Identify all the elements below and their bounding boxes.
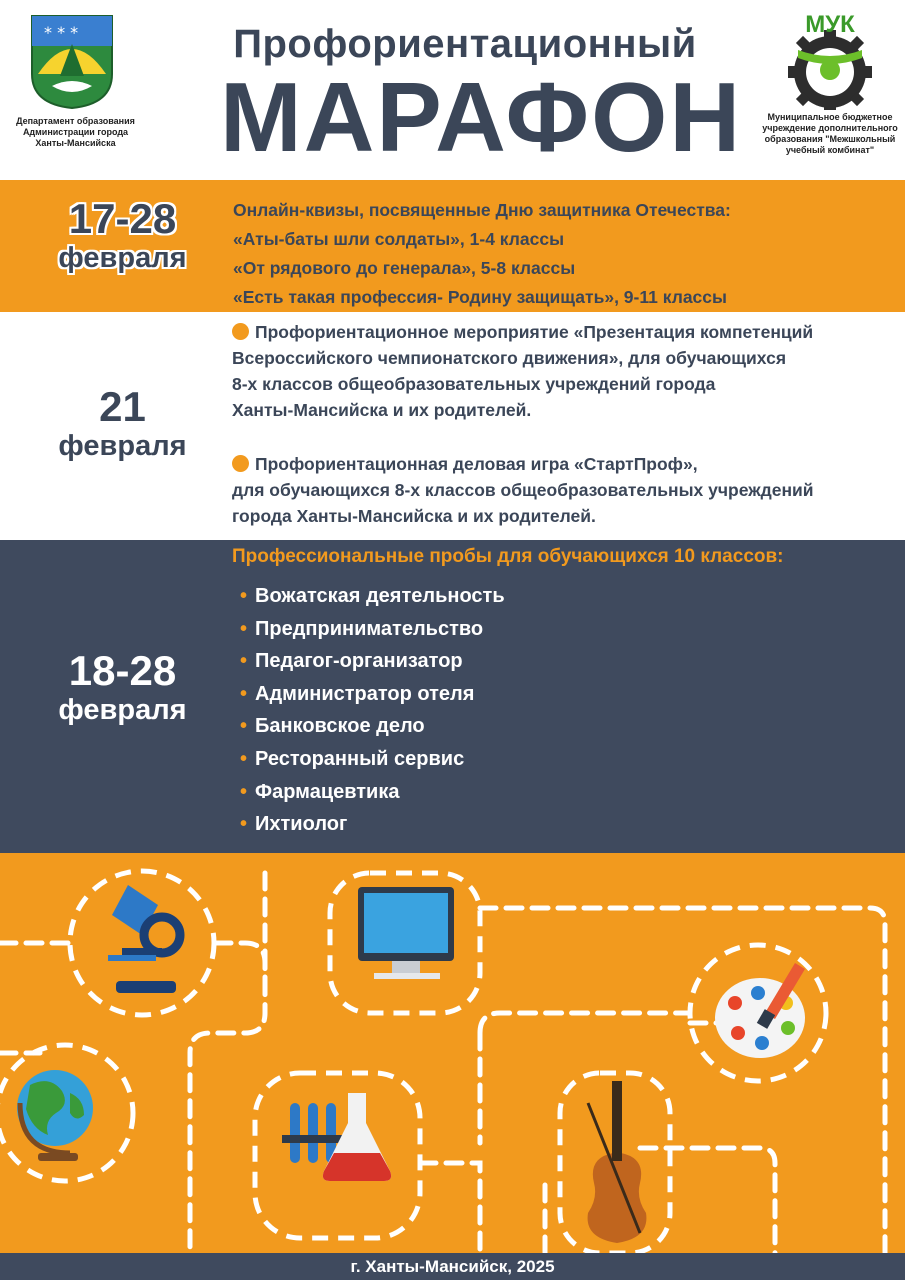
- section3-heading: Профессиональные пробы для обучающихся 10 классов:: [232, 546, 784, 567]
- lab-flask-icon: [282, 1093, 391, 1181]
- profession-list: [240, 580, 505, 841]
- career-illustration: [0, 853, 905, 1253]
- section3-date-month: февраля: [58, 694, 187, 726]
- section2-date: [40, 384, 205, 462]
- list-item: • Ресторанный сервис: [240, 747, 465, 770]
- footer: г. Ханты-Мансийск, 2025: [0, 1253, 905, 1280]
- monitor-icon: [358, 887, 454, 979]
- city-crest-icon: [30, 14, 114, 110]
- section3-date: [40, 648, 205, 726]
- section1-line: «Аты-баты шли солдаты», 1-4 классы: [233, 229, 565, 249]
- section2-date-month: февраля: [58, 430, 187, 462]
- section2-date-days: 21: [99, 383, 146, 430]
- section3-date-days: 18-28: [68, 647, 177, 694]
- violin-icon: [588, 1081, 647, 1243]
- event2-line: для обучающихся 8-х классов общеобразовательных учреждений: [232, 480, 814, 500]
- section2-event1: [232, 319, 897, 423]
- bullet-dot-icon: [232, 323, 249, 340]
- section1-text: [233, 196, 893, 312]
- list-item: • Банковское дело: [240, 715, 425, 738]
- globe-icon: [17, 1070, 93, 1161]
- section1-line: «От рядового до генерала», 5-8 классы: [233, 258, 576, 278]
- palette-icon: [715, 963, 805, 1058]
- list-item: • Ихтиолог: [240, 813, 348, 836]
- event1-line: 8-х классов общеобразовательных учреждений города: [232, 374, 716, 394]
- section1-date-month: февраля: [58, 242, 187, 274]
- department-caption: Департамент образования Администрации города Ханты-Мансийска: [16, 116, 135, 148]
- section1-date: [40, 196, 205, 274]
- section1-date-days: 17-28: [68, 195, 177, 242]
- microscope-icon: [108, 885, 180, 993]
- section1-line: Онлайн-квизы, посвященные Дню защитника Отечества:: [233, 200, 731, 220]
- section1-line: «Есть такая профессия- Родину защищать», 9-11 классы: [233, 287, 727, 307]
- svg-text:МУК: МУК: [805, 11, 855, 38]
- title-line-2: МАРАФОН: [220, 62, 743, 172]
- event1-line: Ханты-Мансийска и их родителей.: [232, 400, 532, 420]
- event1-line: Профориентационное мероприятие «Презентация компетенций: [255, 322, 814, 342]
- list-item: • Вожатская деятельность: [240, 585, 505, 607]
- muk-caption: Муниципальное бюджетное учреждение дополнительного образования "Межшкольный учебный комбинат": [762, 112, 898, 155]
- event2-line: Профориентационная деловая игра «СтартПроф»,: [255, 454, 698, 474]
- list-item: • Педагог-организатор: [240, 650, 463, 673]
- list-item: • Фармацевтика: [240, 780, 400, 803]
- title-line-1: Профориентационный: [233, 22, 697, 66]
- list-item: • Администратор отеля: [240, 682, 475, 705]
- section2-event2: [232, 451, 897, 529]
- header: [0, 0, 905, 180]
- svg-text:* * *: * * *: [44, 23, 79, 42]
- event2-line: города Ханты-Мансийска и их родителей.: [232, 506, 596, 526]
- event1-line: Всероссийского чемпионатского движения», для обучающихся: [232, 348, 787, 368]
- bullet-dot-icon: [232, 455, 249, 472]
- list-item: • Предпринимательство: [240, 617, 484, 640]
- muk-logo: [778, 10, 883, 110]
